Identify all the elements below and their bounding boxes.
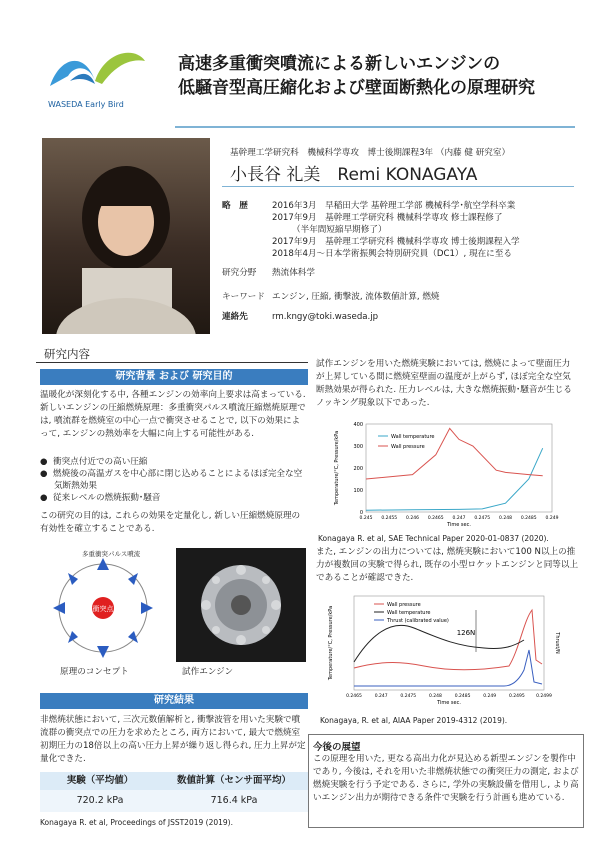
x-tick-label: 0.248 <box>428 694 442 699</box>
background-heading: 研究背景 および 研究目的 <box>40 369 308 385</box>
legend-label: Wall temperature <box>387 610 431 616</box>
keyword-value: エンジン, 圧縮, 衝撃波, 流体数値計算, 燃焼 <box>272 292 440 302</box>
divider <box>36 362 308 363</box>
x-tick-label: 0.2465 <box>427 516 444 521</box>
x-tick-label: 0.247 <box>374 694 388 699</box>
reference-2: Konagaya R. et al, SAE Technical Paper 2020-01-0837 (2020). <box>318 534 549 543</box>
contact-row <box>222 310 378 322</box>
legend-label: Wall pressure <box>391 444 425 450</box>
background-text: 温暖化が深刻化する中, 各種エンジンの効率向上要求は高まっている. 新しいエンジンの圧縮燃焼原理：多重衝突パルス噴流圧縮燃焼原理では, 噴流群を燃焼室の中心一点で衝突させることで, 以下の効果によって, エンジンの熱効率を大幅に向上する可能性がある. <box>40 390 306 439</box>
affiliation: 基幹理工学研究科 機械科学専攻 博士後期課程3年 （内藤 健 研究室） <box>230 148 511 158</box>
collision-diagram <box>40 548 166 662</box>
keyword-label: キーワード <box>222 292 265 302</box>
field-value: 熱流体科学 <box>272 268 315 278</box>
history-label: 略 歴 <box>222 201 248 211</box>
concept-caption: 原理のコンセプト <box>60 667 129 677</box>
table-row <box>40 790 308 812</box>
x-tick-label: 0.245 <box>359 516 373 521</box>
x-tick-label: 0.2455 <box>381 516 398 521</box>
engine-photo <box>176 548 306 662</box>
table-header-row <box>40 772 308 790</box>
title-line1: 高速多重衝突噴流による新しいエンジンの <box>178 54 501 74</box>
chart-1 <box>330 418 560 530</box>
future-text: この原理を用いた, 更なる高出力化が見込める新型エンジンを製作中であり, 今後は, それを用いた非燃焼状態での衝突圧力の測定, および燃焼実験を行う予定である. さらに, 学外の実験設備を借用し, より高いエンジン出力が期待できる条件で実験を行う計画も進めている. <box>313 754 579 803</box>
history-item: 2017年9月 基幹理工学研究科 機械科学専攻 修士課程修了 <box>272 213 503 223</box>
history-list <box>272 198 520 260</box>
purpose-text: この研究の目的は, これらの効果を定量化し, 新しい圧縮燃焼原理の有効性を確立することである. <box>40 511 301 534</box>
x-tick-label: 0.2475 <box>400 694 417 699</box>
legend-label: Thrust (calibrated value) <box>387 618 449 624</box>
table-header: 実験（平均値） <box>66 775 134 786</box>
collision-point-label: 衝突点 <box>92 605 114 613</box>
x-tick-label: 0.2475 <box>474 516 491 521</box>
x-axis-label: Time sec. <box>437 700 461 706</box>
right-text-2: また, エンジンの出力については, 燃焼実験において100 N以上の推力が複数回の実験で得られ, 既存の小型ロケットエンジンと同等以上であることが確認できた. <box>316 547 579 583</box>
y-tick-label: 400 <box>353 422 363 428</box>
x-tick-label: 0.2465 <box>346 694 362 699</box>
x-tick-label: 0.247 <box>452 516 466 521</box>
history-item: 2017年9月 基幹理工学研究科 機械科学専攻 博士後期課程入学 <box>272 237 520 247</box>
x-tick-label: 0.2485 <box>520 516 537 521</box>
keyword-row <box>222 290 440 302</box>
divider <box>222 186 574 187</box>
table-cell: 716.4 kPa <box>210 795 258 806</box>
x-tick-label: 0.2499 <box>536 694 552 699</box>
concept-diagram <box>40 548 166 662</box>
legend-label: Wall temperature <box>391 434 435 440</box>
future-heading: 今後の展望 <box>313 742 361 753</box>
page-title <box>178 52 535 100</box>
x-tick-label: 0.248 <box>499 516 512 521</box>
history-item: 2018年4月～日本学術振興会特別研究員（DC1）, 現在に至る <box>272 249 512 259</box>
person-photo <box>42 138 210 334</box>
profile-table <box>222 198 520 260</box>
y-tick-label: 200 <box>353 466 363 472</box>
reference-1: Konagaya R. et al, Proceedings of JSST2019 (2019). <box>40 818 233 827</box>
y-tick-label: 100 <box>353 488 363 494</box>
series-line <box>366 448 543 510</box>
table-header: 数値計算（センサ面平均） <box>176 775 291 786</box>
contact-email-link[interactable]: rm.kngy@toki.waseda.jp <box>272 312 379 322</box>
section-heading: 研究内容 <box>44 347 90 361</box>
chart-1-svg <box>330 418 560 530</box>
right-text-1: 試作エンジンを用いた燃焼実験においては, 燃焼によって壁面圧力が上昇している間に燃焼室壁面の温度が上がらず, ほぼ完全な空気断熱効果が得られた. 圧力レベルは, 大きな燃焼振動･騒音が生じるノッキング現象以下であった. <box>316 359 572 408</box>
series-line <box>354 625 524 662</box>
chart-2-svg <box>324 590 564 708</box>
results-heading: 研究結果 <box>40 693 308 709</box>
contact-label: 連絡先 <box>222 312 248 322</box>
field-label: 研究分野 <box>222 268 257 278</box>
x-axis-label: Time sec. <box>447 522 471 528</box>
profile-photo <box>42 138 210 334</box>
y2-axis-label: Thrust/N <box>554 632 560 654</box>
x-tick-label: 0.249 <box>483 694 497 699</box>
y-axis-label: Temperature/°C, Pressure/kPa <box>334 430 340 506</box>
results-text: 非燃焼状態において, 三次元数値解析と, 衝撃波管を用いた実験で噴流群の衝突点での圧力を求めたところ, 両方において, 最大で燃焼室初期圧力の18倍以上の高い圧力上昇が繰り返し得られ, 圧力上昇が定量化できた. <box>40 715 306 764</box>
future-box <box>308 734 584 828</box>
table-cell: 720.2 kPa <box>76 795 124 806</box>
plot-frame <box>354 596 544 690</box>
y-tick-label: 0 <box>359 510 363 516</box>
jet-label: 多重衝突パルス噴流 <box>82 550 141 558</box>
history-item: 2016年3月 早稲田大学 基幹理工学部 機械科学･航空学科卒業 <box>272 201 516 211</box>
bird-logo-icon <box>40 46 150 96</box>
engine-image <box>176 548 306 662</box>
engine-caption: 試作エンジン <box>182 667 234 677</box>
reference-3: Konagaya, R. et al, AIAA Paper 2019-4312 (2019). <box>320 716 508 725</box>
x-tick-label: 0.246 <box>406 516 419 521</box>
x-tick-label: 0.249 <box>545 516 559 521</box>
y-tick-label: 300 <box>353 444 363 450</box>
logo-text: WASEDA Early Bird <box>48 100 124 109</box>
annotation-label: 126N <box>456 629 476 637</box>
logo <box>40 46 150 116</box>
bullet-item: ● 従来レベルの燃焼振動･騒音 <box>40 493 161 503</box>
field-row <box>222 266 315 278</box>
results-table <box>40 772 308 812</box>
x-tick-label: 0.2485 <box>454 694 471 699</box>
chart-2 <box>324 590 564 708</box>
bullet-item: ● 衝突点付近での高い圧縮 <box>40 457 148 467</box>
x-tick-label: 0.2495 <box>508 694 525 699</box>
divider <box>175 126 575 128</box>
legend-label: Wall pressure <box>387 602 421 608</box>
bullet-list <box>40 456 308 504</box>
person-name: 小長谷 礼美 Remi KONAGAYA <box>230 165 478 185</box>
y-axis-label: Temperature/°C, Pressure/kPa <box>328 605 334 681</box>
history-item: （半年間短縮早期修了） <box>292 225 387 235</box>
bullet-item: ● 燃焼後の高温ガスを中心部に閉じ込めることによるほぼ完全な空気断熱効果 <box>40 469 303 491</box>
title-line2: 低騒音型高圧縮化および壁面断熱化の原理研究 <box>178 78 535 98</box>
